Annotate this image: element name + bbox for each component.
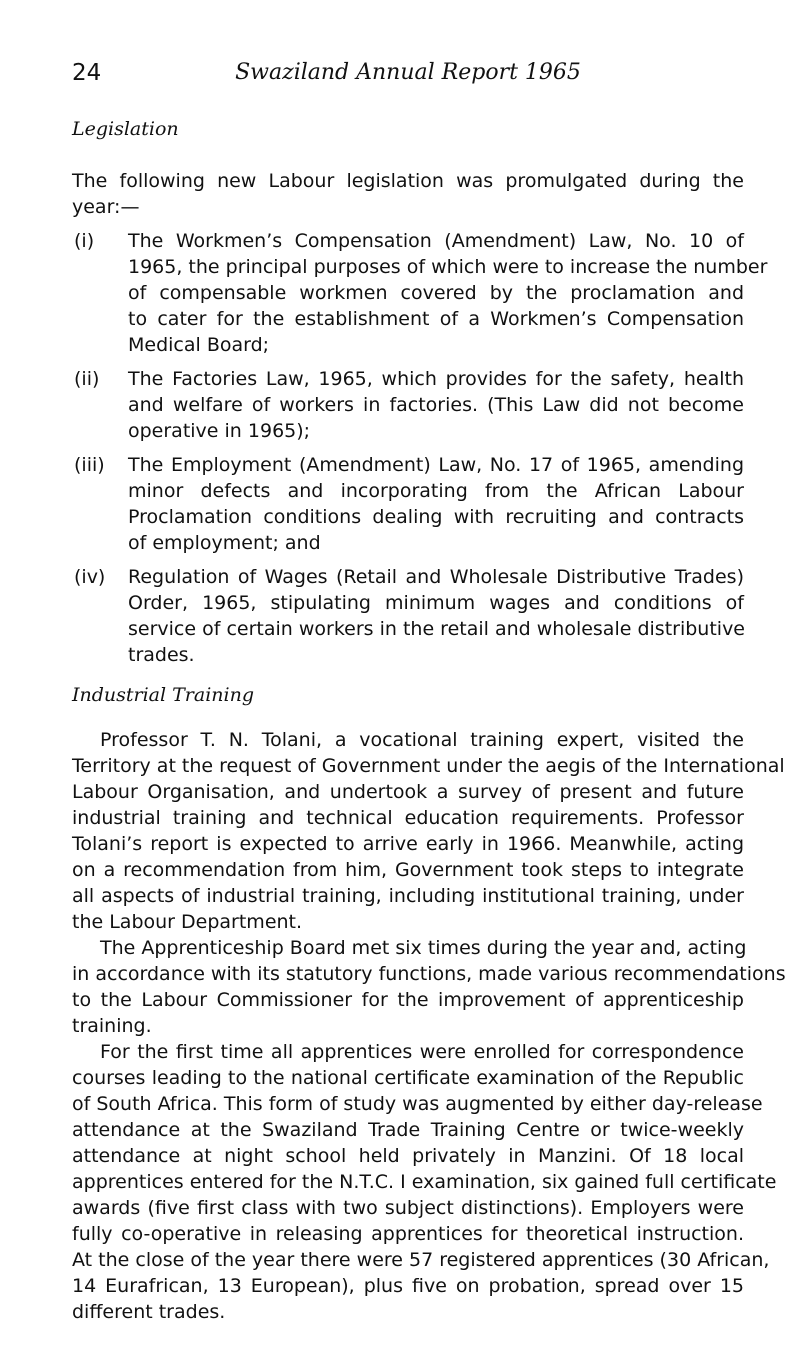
list-item-number: (i) <box>74 230 95 252</box>
paragraph-line: apprentices entered for the N.T.C. I examination, six gained full certificate <box>72 1171 777 1193</box>
paragraph-line: attendance at night school held privately in Manzini. Of 18 local <box>72 1145 744 1167</box>
paragraph-line: fully co-operative in releasing apprentices for theoretical instruction. <box>72 1223 744 1245</box>
list-item-line: to cater for the establishment of a Workmen’s Compensation <box>128 308 744 330</box>
list-item-line: of employment; and <box>128 532 321 554</box>
list-item-line: of compensable workmen covered by the proclamation and <box>128 282 744 304</box>
paragraph-line: industrial training and technical education requirements. Professor <box>72 807 744 829</box>
paragraph-line: Professor T. N. Tolani, a vocational training expert, visited the <box>100 729 744 751</box>
paragraph-line: training. <box>72 1015 152 1037</box>
list-item-number: (iii) <box>74 454 105 476</box>
list-item-line: Medical Board; <box>128 334 270 356</box>
paragraph-line: For the first time all apprentices were enrolled for correspondence <box>100 1041 744 1063</box>
list-item-line: Proclamation conditions dealing with recruiting and contracts <box>128 506 744 528</box>
list-item-line: The Factories Law, 1965, which provides for the safety, health <box>128 368 744 390</box>
list-item-number: (iv) <box>74 566 106 588</box>
list-item-line: minor defects and incorporating from the African Labour <box>128 480 744 502</box>
paragraph-line: in accordance with its statutory functions, made various recommendations <box>72 963 786 985</box>
paragraph-line: 14 Eurafrican, 13 European), plus five on probation, spread over 15 <box>72 1275 744 1297</box>
paragraph-line: awards (five first class with two subject distinctions). Employers were <box>72 1197 744 1219</box>
paragraph-line: courses leading to the national certificate examination of the Republic <box>72 1067 744 1089</box>
paragraph-line: Labour Organisation, and undertook a survey of present and future <box>72 781 744 803</box>
section-heading-legislation: Legislation <box>72 118 179 140</box>
paragraph-line: all aspects of industrial training, including institutional training, under <box>72 885 744 907</box>
intro-line: year:— <box>72 196 140 218</box>
page-header <box>72 60 744 94</box>
list-item-line: trades. <box>128 644 195 666</box>
intro-line: The following new Labour legislation was promulgated during the <box>72 170 744 192</box>
section-heading-industrial-training: Industrial Training <box>72 684 255 706</box>
page-number: 24 <box>72 60 102 86</box>
paragraph-line: of South Africa. This form of study was augmented by either day-release <box>72 1093 763 1115</box>
paragraph-line: to the Labour Commissioner for the improvement of apprenticeship <box>72 989 744 1011</box>
paragraph-line: attendance at the Swaziland Trade Training Centre or twice-weekly <box>72 1119 744 1141</box>
list-item-line: The Employment (Amendment) Law, No. 17 of 1965, amending <box>128 454 744 476</box>
list-item-line: The Workmen’s Compensation (Amendment) Law, No. 10 of <box>128 230 744 252</box>
running-title: Swaziland Annual Report 1965 <box>235 60 581 85</box>
paragraph-line: At the close of the year there were 57 registered apprentices (30 African, <box>72 1249 770 1271</box>
list-item-line: Regulation of Wages (Retail and Wholesale Distributive Trades) <box>128 566 744 588</box>
paragraph-line: the Labour Department. <box>72 911 303 933</box>
list-item-line: service of certain workers in the retail and wholesale distributive <box>128 618 745 640</box>
paragraph-line: Tolani’s report is expected to arrive early in 1966. Meanwhile, acting <box>72 833 744 855</box>
list-item-number: (ii) <box>74 368 100 390</box>
list-item-line: 1965, the principal purposes of which were to increase the number <box>128 256 768 278</box>
paragraph-line: on a recommendation from him, Government took steps to integrate <box>72 859 744 881</box>
paragraph-line: The Apprenticeship Board met six times during the year and, acting <box>100 937 747 959</box>
list-item-line: operative in 1965); <box>128 420 311 442</box>
paragraph-line: different trades. <box>72 1301 226 1323</box>
paragraph-line: Territory at the request of Government under the aegis of the International <box>72 755 785 777</box>
list-item-line: Order, 1965, stipulating minimum wages and conditions of <box>128 592 744 614</box>
list-item-line: and welfare of workers in factories. (This Law did not become <box>128 394 744 416</box>
